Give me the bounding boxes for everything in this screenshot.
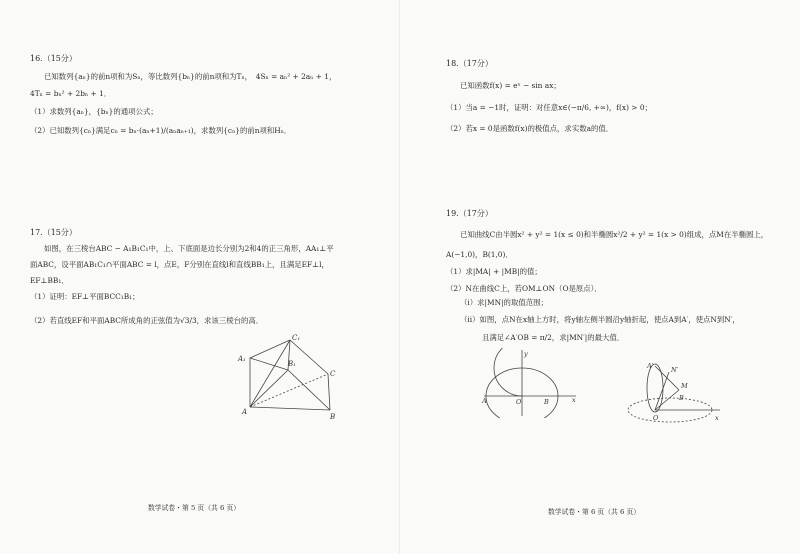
fig1-label-A: A <box>482 397 487 405</box>
fig1-label-x: x <box>572 396 576 404</box>
q18-line1: 已知函数f(x) = eˣ − sin ax； <box>460 81 561 90</box>
right-footer: 数学试卷・第 6 页（共 6 页） <box>548 508 641 516</box>
q19-part2: （2）N在曲线C上，若OM⊥ON（O是原点）． <box>446 284 602 293</box>
q17-title: 17.（15分） <box>30 228 77 237</box>
fig-label-C1: C₁ <box>292 334 301 342</box>
fig2-label-B: B <box>679 394 684 402</box>
q19-sub2b: 且满足∠A′OB = π/2，求|MN′|的最大值． <box>482 333 625 342</box>
fig-label-A: A <box>242 408 248 416</box>
fig2-label-x: x <box>715 414 719 422</box>
q17-line3: EF⊥BB₁． <box>30 276 69 285</box>
right-page <box>400 0 800 554</box>
q17-part1: （1）证明：EF⊥平面BCC₁B₁； <box>30 292 140 301</box>
q16-line2: 4Tₙ = bₙ² + 2bₙ + 1． <box>30 89 112 98</box>
fig-label-B1: B₁ <box>288 360 296 368</box>
q16-title: 16.（15分） <box>30 54 77 63</box>
fig2-label-N-prime: N′ <box>671 366 679 374</box>
q16-line1: 已知数列{aₙ}的前n项和为Sₙ，等比数列{bₙ}的前n项和为Tₙ， 4Sₙ = aₙ² + 2aₙ + 1， <box>44 72 337 81</box>
q16-part2: （2）已知数列{cₙ}满足cₙ = bₙ·(aₙ+1)/(aₙaₙ₊₁)，求数列{cₙ}的前n项和Hₙ． <box>30 126 292 135</box>
left-footer: 数学试卷・第 5 页（共 6 页） <box>148 504 241 512</box>
fig2-label-O: O <box>653 414 659 422</box>
q19-sub2a: （ii）如图，点N在x轴上方时，将y轴左侧半圆沿y轴折起，使点A到A′，使点N到N′， <box>460 315 740 324</box>
q19-line1: 已知曲线C由半圆x² + y² = 1(x ≤ 0)和半椭圆x²/2 + y² = 1(x > 0)组成，点M在半椭圆上， <box>460 230 769 239</box>
q18-part2: （2）若x = 0是函数f(x)的极值点，求实数a的值． <box>446 124 614 133</box>
q18-title: 18.（17分） <box>446 59 493 68</box>
prism-figure <box>230 330 350 425</box>
fig1-label-B: B <box>544 398 549 406</box>
q19-part1: （1）求|MA| + |MB|的值； <box>446 267 542 276</box>
fig2-label-A-prime: A′ <box>647 362 654 370</box>
fig-label-B: B <box>330 413 336 421</box>
q17-part2: （2）若直线EF和平面ABC所成角的正弦值为√3/3，求该三棱台的高． <box>30 316 264 325</box>
q19-line2: A(−1,0)，B(1,0)． <box>446 250 513 259</box>
q19-title: 19.（17分） <box>446 209 493 218</box>
folded-figure <box>615 360 725 430</box>
fig-label-C: C <box>330 370 336 378</box>
curve-figure <box>480 348 580 418</box>
fig1-label-O: O <box>516 398 522 406</box>
fig-label-A1: A₁ <box>238 355 246 363</box>
q17-line1: 如图，在三棱台ABC − A₁B₁C₁中，上、下底面是边长分别为2和4的正三角形，AA₁⊥平 <box>44 244 334 253</box>
q19-sub1: （i）求|MN|的取值范围； <box>460 298 548 307</box>
fig2-label-M: M <box>681 382 688 390</box>
q16-part1: （1）求数列{aₙ}，{bₙ}的通项公式； <box>30 107 158 116</box>
q18-part1: （1）当a = −1时，证明：对任意x∈(−π/6, +∞)，f(x) > 0； <box>446 103 652 112</box>
q17-line2: 面ABC，设平面AB₁C₁∩平面ABC = l，点E，F分别在直线l和直线BB₁上，且满足EF⊥l， <box>30 260 329 269</box>
fig1-label-y: y <box>524 350 528 358</box>
